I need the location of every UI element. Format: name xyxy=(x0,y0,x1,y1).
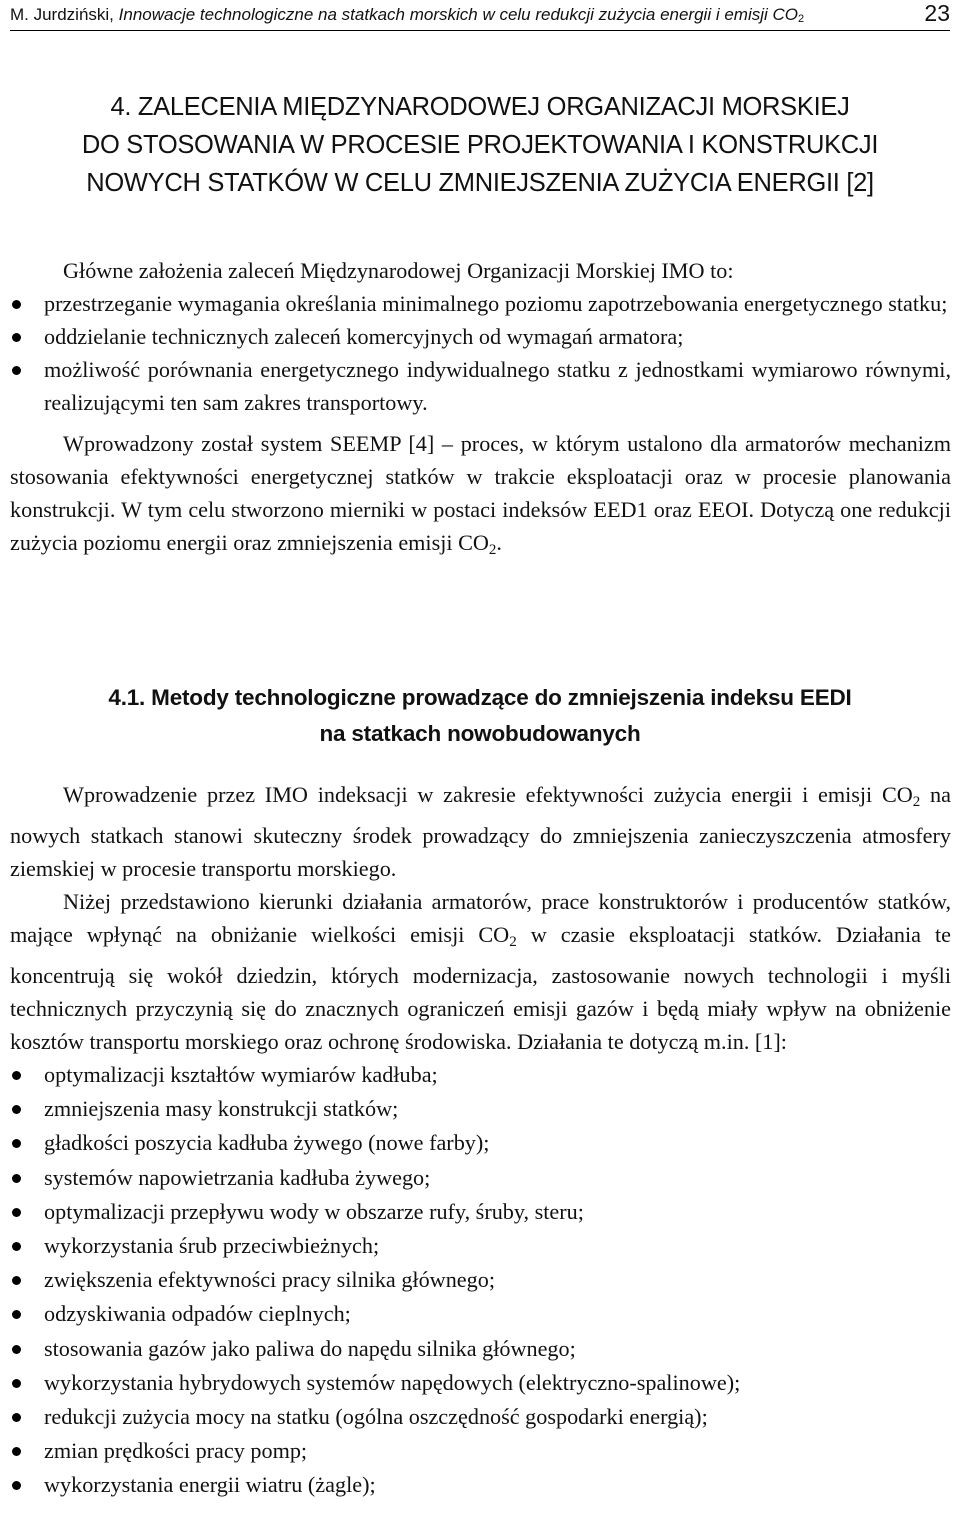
subsection-title-line: 4.1. Metody technologiczne prowadzące do zmniejszenia indeksu EEDI xyxy=(108,685,852,710)
list-item: optymalizacji kształtów wymiarów kadłuba; xyxy=(10,1058,951,1092)
list-item: zwiększenia efektywności pracy silnika głównego; xyxy=(10,1263,951,1297)
list-item: redukcji zużycia mocy na statku (ogólna oszczędność gospodarki energią); xyxy=(10,1400,951,1434)
section-title xyxy=(10,88,950,202)
running-header-text xyxy=(10,4,804,30)
section-title-line: NOWYCH STATKÓW W CELU ZMNIEJSZENIA ZUŻYCIA ENERGII [2] xyxy=(86,169,874,197)
list-item: zmniejszenia masy konstrukcji statków; xyxy=(10,1092,951,1126)
co2-subscript: 2 xyxy=(509,934,517,950)
actions-text: Niżej przedstawiono kierunki działania armatorów, prace konstruktorów i producentów statków, mające wpłynąć na obniżanie wielkości emisji CO xyxy=(10,889,951,947)
list-item: przestrzeganie wymagania określania minimalnego poziomu zapotrzebowania energetycznego statku; xyxy=(10,287,951,320)
running-title: Innowacje technologiczne na statkach morskich w celu redukcji zużycia energii i emisji CO xyxy=(118,5,798,24)
list-item: odzyskiwania odpadów cieplnych; xyxy=(10,1297,951,1331)
list-item: optymalizacji przepływu wody w obszarze rufy, śruby, steru; xyxy=(10,1195,951,1229)
co2-subscript: 2 xyxy=(912,794,921,810)
seemp-paragraph xyxy=(10,427,951,567)
list-item: stosowania gazów jako paliwa do napędu silnika głównego; xyxy=(10,1332,951,1366)
section-body xyxy=(10,254,951,567)
list-item: wykorzystania energii wiatru (żagle); xyxy=(10,1468,951,1502)
list-item: systemów napowietrzania kadłuba żywego; xyxy=(10,1161,951,1195)
running-author: M. Jurdziński, xyxy=(10,5,119,24)
imo-text-cont: na nowych statkach stanowi skuteczny środek prowadzący do zmniejszenia zanieczyszczenia atmosfery ziemskiej w procesie transportu morskiego. xyxy=(10,782,951,881)
section-title-line: DO STOSOWANIA W PROCESIE PROJEKTOWANIA I KONSTRUKCJI xyxy=(81,131,879,159)
list-item: oddzielanie technicznych zaleceń komercyjnych od wymagań armatora; xyxy=(10,320,951,353)
actions-text-cont: w czasie eksploatacji statków. Działania te koncentrują się wokół dziedzin, których modernizacja, zastosowanie nowych technologii i myśli technicznych przyczynią się do znacznych ograniczeń emisji gazów i będą miały wpływ na obniżenie kosztów transportu morskiego oraz ochronę środowiska. Działania te dotyczą m.in. [1]: xyxy=(10,922,951,1054)
list-item: wykorzystania hybrydowych systemów napędowych (elektryczno-spalinowe); xyxy=(10,1366,951,1400)
subsection-title xyxy=(10,680,950,752)
actions-paragraph xyxy=(10,885,951,1058)
section-title-line: 4. ZALECENIA MIĘDZYNARODOWEJ ORGANIZACJI MORSKIEJ xyxy=(110,93,850,121)
intro-paragraph: Główne założenia zaleceń Międzynarodowej Organizacji Morskiej IMO to: xyxy=(63,258,734,283)
imo-paragraph xyxy=(10,778,951,885)
subsection-body xyxy=(10,778,951,1503)
methods-bullet-list xyxy=(10,1058,951,1503)
running-title-subscript: 2 xyxy=(798,13,805,25)
list-item: wykorzystania śrub przeciwbieżnych; xyxy=(10,1229,951,1263)
seemp-end: . xyxy=(496,530,502,555)
imo-text: Wprowadzenie przez IMO indeksacji w zakresie efektywności zużycia energii i emisji CO xyxy=(63,782,913,807)
list-item: zmian prędkości pracy pomp; xyxy=(10,1434,951,1468)
list-item: możliwość porównania energetycznego indywidualnego statku z jednostkami wymiarowo równymi, realizującymi ten sam zakres transportowy. xyxy=(10,353,951,419)
imo-bullet-list xyxy=(10,287,951,419)
co2-subscript: 2 xyxy=(488,542,497,558)
subsection-title-line: na statkach nowobudowanych xyxy=(319,721,641,746)
seemp-text: Wprowadzony został system SEEMP [4] – proces, w którym ustalono dla armatorów mechanizm stosowania efektywności energetycznej statków w trakcie eksploatacji oraz w procesie planowania konstrukcji. W tym celu stworzono mierniki w postaci indeksów EED1 oraz EEOI. Dotyczą one redukcji zużycia poziomu energii oraz zmniejszenia emisji CO xyxy=(10,431,951,555)
list-item: gładkości poszycia kadłuba żywego (nowe farby); xyxy=(10,1126,951,1160)
page-number: 23 xyxy=(924,0,950,26)
running-header xyxy=(10,0,950,31)
